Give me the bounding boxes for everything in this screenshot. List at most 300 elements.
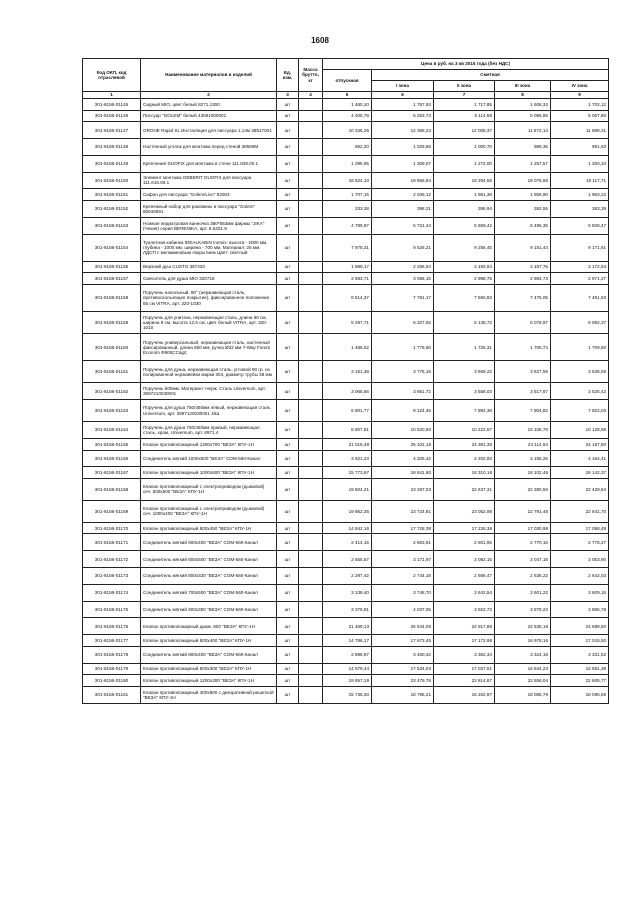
price-table [82,58,609,704]
cell-mass [299,361,323,383]
cell-zone-3-price: 382,55 [495,200,551,217]
cell-zone-1-price: 3 748,70 [372,584,434,601]
cell-zone-2-price: 3 558,03 [434,383,495,400]
cell-zone-4-price: 4 164,41 [551,450,609,467]
cell-code: 301-8156-01149 [83,155,141,172]
cell-code: 301-8156-01181 [83,686,141,703]
cell-zone-1-price: 25 102,18 [372,438,434,450]
col-number: 6 [372,92,434,99]
table-row [83,383,609,400]
cell-zone-3-price: 22 556,04 [495,675,551,687]
cell-zone-3-price: 18 055,79 [495,686,551,703]
cell-zone-2-price: 24 391,35 [434,438,495,450]
cell-name: Крепление DUOFIX для монтажа в стене 111.839.00.1 [141,155,277,172]
cell-code: 301-8156-01155 [83,261,141,273]
table-row [83,534,609,551]
cell-zone-3-price: 2 636,22 [495,568,551,585]
cell-mass [299,500,323,522]
col-number: 8 [495,92,551,99]
cell-code: 301-8156-01177 [83,635,141,647]
table-row [83,189,609,201]
cell-unit: шт [277,122,299,139]
table-row [83,122,609,139]
cell-zone-4-price: 1 963,22 [551,189,609,201]
cell-mass [299,284,323,311]
cell-mass [299,551,323,568]
col-number: 9 [551,92,609,99]
cell-zone-1-price: 4 325,42 [372,450,434,467]
cell-zone-4-price: 2 971,27 [551,273,609,285]
cell-release-price: 3 138,40 [323,584,372,601]
cell-unit: шт [277,261,299,273]
table-row [83,500,609,522]
cell-zone-4-price: 3 609,16 [551,584,609,601]
cell-release-price: 2 414,15 [323,534,372,551]
cell-release-price: 1 486,52 [323,334,372,361]
cell-unit: шт [277,284,299,311]
cell-mass [299,400,323,422]
header-zone-2: II зона [434,81,495,92]
cell-code: 301-8156-01150 [83,172,141,189]
cell-release-price: 14 786,17 [323,635,372,647]
cell-code: 301-8156-01147 [83,122,141,139]
cell-zone-4-price: 22 429,84 [551,478,609,500]
cell-mass [299,334,323,361]
cell-zone-1-price: 2 256,54 [372,261,434,273]
cell-code: 301-8156-01170 [83,522,141,534]
cell-unit: шт [277,601,299,618]
table-row [83,155,609,172]
cell-zone-2-price: 5 114,68 [434,110,495,122]
cell-zone-2-price: 17 226,38 [434,522,495,534]
cell-zone-4-price: 1 709,50 [551,334,609,361]
cell-release-price: 2 583,71 [323,273,372,285]
cell-zone-2-price: 2 801,95 [434,534,495,551]
cell-mass [299,635,323,647]
cell-mass [299,438,323,450]
cell-zone-2-price: 5 559,42 [434,217,495,234]
cell-zone-2-price: 1 725,31 [434,334,495,361]
cell-unit: шт [277,234,299,261]
table-row [83,646,609,663]
cell-release-price: 3 065,56 [323,383,372,400]
cell-release-price: 1 095,95 [323,155,372,172]
cell-name: Соединитель мягкий 800х320 "ВЕЗА" СОМ-560-Канал [141,568,277,585]
cell-zone-1-price: 1 775,60 [372,334,434,361]
cell-zone-1-price: 25 644,05 [372,618,434,635]
cell-zone-4-price: 5 508,47 [551,217,609,234]
cell-name: Соединитель мягкий 700х500 "ВЕЗА" СОМ-560-Канал [141,584,277,601]
cell-zone-4-price: 3 053,90 [551,551,609,568]
cell-name: Соединитель мягкий 800х400 "ВЕЗА" СОМ-560-Канал [141,646,277,663]
cell-zone-1-price: 9 526,21 [372,234,434,261]
table-body [83,99,609,704]
cell-release-price: 15 735,30 [323,686,372,703]
cell-unit: шт [277,522,299,534]
cell-zone-4-price: 17 068,49 [551,522,609,534]
cell-code: 301-8156-01164 [83,422,141,439]
cell-mass [299,534,323,551]
cell-zone-3-price: 3 601,22 [495,584,551,601]
cell-mass [299,618,323,635]
header-price-group: Цена в руб. на 3 кв 2015 года (без НДС) [323,59,609,70]
table-row [83,618,609,635]
cell-zone-3-price: 10 106,70 [495,422,551,439]
cell-name: Сифон для писсуара "Golem/Livo" 92003 [141,189,277,201]
cell-release-price: 14 842,16 [323,522,372,534]
cell-zone-4-price: 16 881,38 [551,663,609,675]
cell-zone-1-price: 17 534,03 [372,663,434,675]
cell-zone-1-price: 23 724,81 [372,500,434,522]
cell-zone-4-price: 3 331,52 [551,646,609,663]
cell-mass [299,467,323,479]
col-number: 4 [299,92,323,99]
cell-name: Клапан противопожарный 600х300 "ВЕЗА" КПУ-1Н [141,663,277,675]
cell-zone-4-price: 17 015,50 [551,635,609,647]
cell-release-price: 3 161,38 [323,361,372,383]
col-number: 7 [434,92,495,99]
col-number: 1 [83,92,141,99]
cell-name: Клапан противопожарный 800х400 "ВЕЗА" КПУ-1Н [141,635,277,647]
cell-code: 301-8156-01171 [83,534,141,551]
cell-unit: шт [277,675,299,687]
table-row [83,450,609,467]
cell-code: 301-8156-01179 [83,663,141,675]
table-row [83,361,609,383]
cell-release-price: 333,38 [323,200,372,217]
cell-zone-1-price: 17 728,39 [372,522,434,534]
cell-release-price: 21 469,13 [323,618,372,635]
cell-zone-2-price: 2 666,47 [434,568,495,585]
cell-release-price: 5 297,71 [323,312,372,334]
cell-name: Поручень 600мм. Материал: Нерж. Сталь Universum, арт. 3897210030001 [141,383,277,400]
cell-name: Смеситель для душа MIO 320718 [141,273,277,285]
cell-code: 301-8156-01166 [83,450,141,467]
header-name: Наименование материалов и изделий [141,59,277,92]
cell-zone-3-price: 11 872,14 [495,122,551,139]
cell-zone-3-price: 1 257,57 [495,155,551,172]
header-zone-3: III зона [495,81,551,92]
cell-name: Соединитель мягкий 600х400 "ВЕЗА" СОМ-560-Канал [141,534,277,551]
cell-unit: шт [277,584,299,601]
table-row [83,422,609,439]
cell-zone-1-price: 2 883,61 [372,534,434,551]
cell-unit: шт [277,138,299,155]
cell-zone-2-price: 2 998,75 [434,273,495,285]
cell-mass [299,122,323,139]
cell-zone-4-price: 11 898,31 [551,122,609,139]
cell-code: 301-8156-01162 [83,383,141,400]
header-unit: Ед. изм. [277,59,299,92]
cell-mass [299,110,323,122]
header-mass: Масса брутто, кг [299,59,323,92]
cell-mass [299,273,323,285]
cell-zone-3-price: 2 770,16 [495,534,551,551]
cell-unit: шт [277,500,299,522]
table-row [83,478,609,500]
cell-zone-2-price: 6 148,72 [434,312,495,334]
cell-code: 301-8156-01146 [83,110,141,122]
cell-zone-2-price: 10 222,57 [434,422,495,439]
cell-unit: шт [277,686,299,703]
cell-unit: шт [277,200,299,217]
cell-zone-3-price: 1 705,74 [495,334,551,361]
cell-zone-1-price: 18 841,80 [372,467,434,479]
cell-mass [299,200,323,217]
header-estimate: Сметная [372,70,609,81]
cell-code: 301-8156-01151 [83,189,141,201]
cell-unit: шт [277,383,299,400]
cell-mass [299,584,323,601]
cell-zone-4-price: 7 491,53 [551,284,609,311]
header-zone-1: I зона [372,81,434,92]
cell-code: 301-8156-01173 [83,568,141,585]
table-row [83,312,609,334]
cell-zone-4-price: 5 067,80 [551,110,609,122]
cell-code: 301-8156-01168 [83,478,141,500]
cell-zone-4-price: 18 142,37 [551,467,609,479]
cell-mass [299,261,323,273]
cell-zone-4-price: 1 702,12 [551,99,609,111]
cell-code: 301-8156-01154 [83,234,141,261]
cell-zone-3-price: 3 627,59 [495,361,551,383]
table-row [83,438,609,450]
cell-zone-3-price: 18 102,46 [495,467,551,479]
cell-zone-1-price: 1 767,93 [372,99,434,111]
table-row [83,584,609,601]
col-number: 3 [277,92,299,99]
cell-code: 301-8156-01159 [83,312,141,334]
cell-release-price: 19 504,21 [323,478,372,500]
cell-zone-3-price: 16 844,23 [495,663,551,675]
cell-zone-3-price: 5 056,85 [495,110,551,122]
cell-unit: шт [277,663,299,675]
cell-name: Клапан противопожарный 400х600 с декоративной решеткой "ВЕЗА" КПУ-1Н [141,686,277,703]
cell-zone-3-price: 6 078,97 [495,312,551,334]
table-row [83,663,609,675]
table-row [83,686,609,703]
cell-zone-3-price: 16 978,16 [495,635,551,647]
cell-zone-3-price: 4 155,25 [495,450,551,467]
cell-mass [299,189,323,201]
cell-release-price: 1 889,17 [323,261,372,273]
cell-unit: шт [277,334,299,361]
cell-mass [299,646,323,663]
cell-zone-1-price: 7 781,17 [372,284,434,311]
cell-release-price: 2 896,97 [323,646,372,663]
cell-zone-4-price: 383,39 [551,200,609,217]
cell-zone-1-price: 1 309,07 [372,155,434,172]
cell-name: Клапан противопожарный 1300х700 "ВЕЗА" КПУ-1Н [141,438,277,450]
cell-unit: шт [277,110,299,122]
table-row [83,568,609,585]
cell-unit: шт [277,273,299,285]
cell-code: 301-8156-01163 [83,400,141,422]
cell-zone-1-price: 17 673,45 [372,635,434,647]
cell-zone-1-price: 3 171,97 [372,551,434,568]
cell-mass [299,422,323,439]
col-number: 5 [323,92,372,99]
table-row [83,110,609,122]
cell-name: Соединитель мягкий 600х500 "ВЕЗА" СОМ-560-Канал [141,551,277,568]
cell-code: 301-8156-01161 [83,361,141,383]
cell-zone-3-price: 22 380,50 [495,478,551,500]
cell-zone-3-price: 989,35 [495,138,551,155]
cell-mass [299,234,323,261]
cell-zone-4-price: 9 171,61 [551,234,609,261]
cell-code: 301-8156-01157 [83,273,141,285]
cell-unit: шт [277,534,299,551]
cell-code: 301-8156-01176 [83,618,141,635]
cell-unit: шт [277,312,299,334]
cell-name: Ножная педиатровая ванночка 380*563мм фирмы "JIKA" (Чехия) серия BERENIKA, арт. 8.5401.9 [141,217,277,234]
cell-zone-1-price: 8 124,45 [372,400,434,422]
cell-name: Клапан противопожарный 1000х500 "ВЕЗА" КПУ-1Н [141,467,277,479]
cell-mass [299,99,323,111]
cell-zone-3-price: 7 804,82 [495,400,551,422]
cell-zone-3-price: 24 635,19 [495,618,551,635]
cell-name: Соединитель мягкий 600х300 "ВЕЗА" СОМ-560-Канал [141,601,277,618]
table-row [83,200,609,217]
cell-code: 301-8156-01145 [83,99,141,111]
table-row [83,261,609,273]
cell-zone-2-price: 7 894,38 [434,400,495,422]
cell-zone-4-price: 24 689,50 [551,618,609,635]
cell-zone-4-price: 2 172,54 [551,261,609,273]
cell-name: Соединитель мягкий 1000х500 "ВЕЗА" СОМ-560-Канал [141,450,277,467]
cell-mass [299,663,323,675]
cell-unit: шт [277,422,299,439]
cell-zone-2-price: 4 202,93 [434,450,495,467]
cell-name: Поручень напольный, 90° (нержавеющая сталь, противоскользящее покрытие), фиксированное положение 55 см VITRA, арт. 320-1030 [141,284,277,311]
cell-code: 301-8156-01178 [83,646,141,663]
cell-zone-2-price: 386,94 [434,200,495,217]
cell-name: Поручень для душа 750/450мм левый, нержавеющая сталь Universum, арт. 3897120030001 Jika [141,400,277,422]
cell-zone-2-price: 17 172,98 [434,635,495,647]
header-release: отпускная [323,70,372,92]
cell-code: 301-8156-01167 [83,467,141,479]
cell-zone-4-price: 2 642,03 [551,568,609,585]
cell-zone-1-price: 23 479,76 [372,675,434,687]
cell-zone-4-price: 10 128,98 [551,422,609,439]
cell-release-price: 6 514,37 [323,284,372,311]
table-row [83,635,609,647]
cell-zone-1-price: 398,21 [372,200,434,217]
cell-code: 301-8156-01152 [83,200,141,217]
table-row [83,522,609,534]
cell-release-price: 4 789,97 [323,217,372,234]
cell-name: Элемент монтажа GEBERIT DUOFIX для писсуара 111.616.00.1 [141,172,277,189]
cell-code: 301-8156-01174 [83,584,141,601]
cell-unit: шт [277,172,299,189]
table-row [83,551,609,568]
cell-zone-2-price: 7 560,83 [434,284,495,311]
cell-release-price: 16 524,10 [323,172,372,189]
table-row [83,467,609,479]
cell-zone-4-price: 7 822,03 [551,400,609,422]
cell-zone-2-price: 23 052,98 [434,500,495,522]
cell-name: Клапан противопожарный с электроприводом (дымовой) сеч. 600х500 "ВЕЗА" КПУ-1Н [141,478,277,500]
cell-zone-3-price: 1 608,33 [495,99,551,111]
cell-unit: шт [277,646,299,663]
cell-code: 301-8156-01165 [83,438,141,450]
cell-zone-4-price: 6 092,37 [551,312,609,334]
cell-zone-3-price: 17 030,98 [495,522,551,534]
cell-release-price: 8 807,81 [323,422,372,439]
cell-zone-3-price: 7 475,05 [495,284,551,311]
cell-zone-2-price: 3 082,15 [434,551,495,568]
cell-zone-2-price: 22 637,31 [434,478,495,500]
cell-zone-4-price: 24 167,80 [551,438,609,450]
cell-zone-2-price: 18 310,18 [434,467,495,479]
cell-mass [299,568,323,585]
cell-name: Поручень для унитаза, нержавеющая сталь, длина 60 см, ширина 9 см, высота 12,5 см, цвет белый VITRA, арт. 320-1010 [141,312,277,334]
cell-zone-3-price: 5 496,35 [495,217,551,234]
cell-zone-1-price: 3 460,32 [372,646,434,663]
cell-name: Туалетная кабинка IDEALKABIN Inomix: высота - 2000 мм, глубина - 1000 мм, ширина - 700 мм. Материал: 25 мм. ЛДСП с меламиновым покрытием Цвет: светлый [141,234,277,261]
table-row [83,400,609,422]
table-row [83,601,609,618]
cell-name: Поручень универсальный, нержавеющая сталь, настенный фиксированный, длина 600 мм, ручка Ø32 мм T-Way Forum Econom Ф800СС&gt; [141,334,277,361]
cell-mass [299,172,323,189]
cell-zone-1-price: 5 263,73 [372,110,434,122]
cell-zone-4-price: 2 776,27 [551,534,609,551]
cell-zone-1-price: 3 776,15 [372,361,434,383]
cell-release-price: 21 015,48 [323,438,372,450]
cell-zone-3-price: 3 517,67 [495,383,551,400]
cell-release-price: 15 773,97 [323,467,372,479]
cell-zone-2-price: 17 037,51 [434,663,495,675]
cell-unit: шт [277,400,299,422]
cell-zone-3-price: 2 964,73 [495,273,551,285]
cell-release-price: 3 379,81 [323,601,372,618]
cell-release-price: 4 406,78 [323,110,372,122]
cell-zone-4-price: 1 260,34 [551,155,609,172]
cell-code: 301-8156-01175 [83,601,141,618]
cell-zone-1-price: 10 520,50 [372,422,434,439]
cell-zone-1-price: 3 086,15 [372,273,434,285]
cell-unit: шт [277,438,299,450]
cell-zone-2-price: 1 717,85 [434,99,495,111]
cell-zone-3-price: 19 075,66 [495,172,551,189]
cell-zone-1-price: 6 327,92 [372,312,434,334]
cell-name: Поручень для душа, нержавеющая сталь, угловой 90 гр. из полированной нержавейки марки 304, диаметр трубы 38 мм [141,361,277,383]
cell-zone-2-price: 24 917,88 [434,618,495,635]
cell-unit: шт [277,635,299,647]
cell-zone-1-price: 5 721,44 [372,217,434,234]
cell-mass [299,675,323,687]
cell-unit: шт [277,450,299,467]
cell-mass [299,522,323,534]
cell-release-price: 19 862,35 [323,500,372,522]
cell-zone-2-price: 3 362,34 [434,646,495,663]
table-row [83,675,609,687]
cell-zone-2-price: 2 192,64 [434,261,495,273]
cell-zone-2-price: 12 008,37 [434,122,495,139]
cell-zone-3-price: 22 791,46 [495,500,551,522]
table-row [83,234,609,261]
table-row [83,172,609,189]
cell-release-price: 2 297,42 [323,568,372,585]
cell-release-price: 14 579,44 [323,663,372,675]
table-row [83,138,609,155]
cell-zone-2-price: 19 294,55 [434,172,495,189]
cell-unit: шт [277,478,299,500]
cell-zone-1-price: 3 661,72 [372,383,434,400]
cell-release-price: 6 801,77 [323,400,372,422]
col-number: 2 [141,92,277,99]
cell-zone-4-price: 3 635,59 [551,361,609,383]
